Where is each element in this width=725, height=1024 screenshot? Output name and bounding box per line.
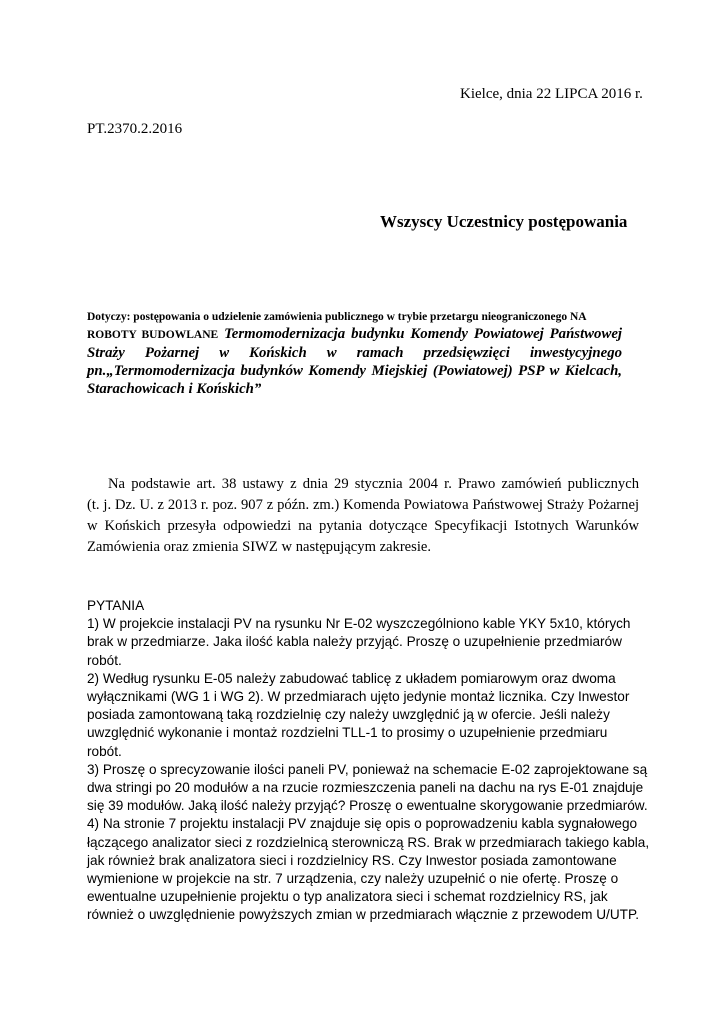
question-line: uwzględnić wykonanie i montaż rozdzielni TLL-1 to prosimy o uzupełnienie przedmiaru [87,725,608,741]
questions-section [87,597,650,925]
question-line: posiada zamontowaną taką rozdzielnię czy należy uwzględnić ją w ofercie. Jeśli należy [87,707,610,723]
subject-line: Dotyczy: postępowania o udzielenie zamówienia publicznego w trybie przetargu nieograniczonego NA [87,311,587,323]
addressee: Wszyscy Uczestnicy postępowania [380,212,628,231]
question-line: wyłącznikami (WG 1 i WG 2). W przedmiarach ujęto jedynie montaż licznika. Czy Inwestor [87,689,630,705]
question-line: 3) Proszę o sprecyzowanie ilości paneli PV, ponieważ na schemacie E-02 zaprojektowane są [87,761,648,777]
question-line: wymienione w projekcie na str. 7 urządzenia, czy należy uzupełnić o nie ofertę. Proszę o [87,871,619,887]
subject-caps: ROBOTY BUDOWLANE [87,329,219,341]
paragraph-line: w Końskich przesyła odpowiedzi na pytania dotyczące Specyfikacji Istotnych Warunków [87,518,639,534]
subject-line: Starachowicach i Końskich” [87,381,262,397]
question-line: ewentualne uzupełnienie projektu o typ analizatora sieci i schemat rozdzielnicy RS, jak [87,889,608,905]
reference-number: PT.2370.2.2016 [87,121,183,137]
question-line: robót. [87,652,122,668]
place-date: Kielce, dnia 22 LIPCA 2016 r. [460,86,643,102]
question-line: brak w przedmiarze. Jaka ilość kabla należy przyjąć. Proszę o uzupełnienie przedmiarów [87,634,622,650]
paragraph-line: (t. j. Dz. U. z 2013 r. poz. 907 z późn. zm.) Komenda Powiatowa Państwowej Straży Pożarnej [87,497,639,513]
intro-paragraph [87,474,639,558]
question-line: jak również brak analizatora sieci i rozdzielnicy RS. Czy Inwestor posiada zamontowane [87,852,617,868]
question-line: również o uwzględnienie powyższych zmian w przedmiarach włącznie z przewodem U/UTP. [87,907,640,923]
question-line: 1) W projekcie instalacji PV na rysunku Nr E-02 wyszczególniono kable YKY 5x10, których [87,616,631,632]
question-line: łączącego analizator sieci z rozdzielnicą sterowniczą RS. Brak w przedmiarach takiego kabla, [87,834,650,850]
question-line: się 39 modułów. Jaką ilość należy przyjąć? Proszę o ewentualne skorygowanie przedmiarów. [87,798,648,814]
paragraph-line: Zamówienia oraz zmienia SIWZ w następującym zakresie. [87,539,432,555]
subject-line: pn.„Termomodernizacja budynków Komendy Miejskiej (Powiatowej) PSP w Kielcach, [87,363,622,379]
questions-heading: PYTANIA [87,598,145,613]
question-line: 4) Na stronie 7 projektu instalacji PV znajduje się opis o poprowadzeniu kabla sygnałowego [87,816,638,832]
subject-line: Straży Pożarnej w Końskich w ramach przedsięwzięci inwestycyjnego [87,345,622,361]
question-line: dwa stringi po 20 modułów a na rzucie rozmieszczenia paneli na dachu na rys E-01 znajduje [87,780,644,796]
question-line: robót. [87,743,122,759]
subject-title-part: Termomodernizacja budynku Komendy Powiatowej Państwowej [218,326,622,342]
subject-block [87,309,622,398]
subject-line [87,325,622,344]
question-line: 2) Według rysunku E-05 należy zabudować tablicę z układem pomiarowym oraz dwoma [87,670,616,686]
paragraph-line: Na podstawie art. 38 ustawy z dnia 29 stycznia 2004 r. Prawo zamówień publicznych [108,476,639,492]
